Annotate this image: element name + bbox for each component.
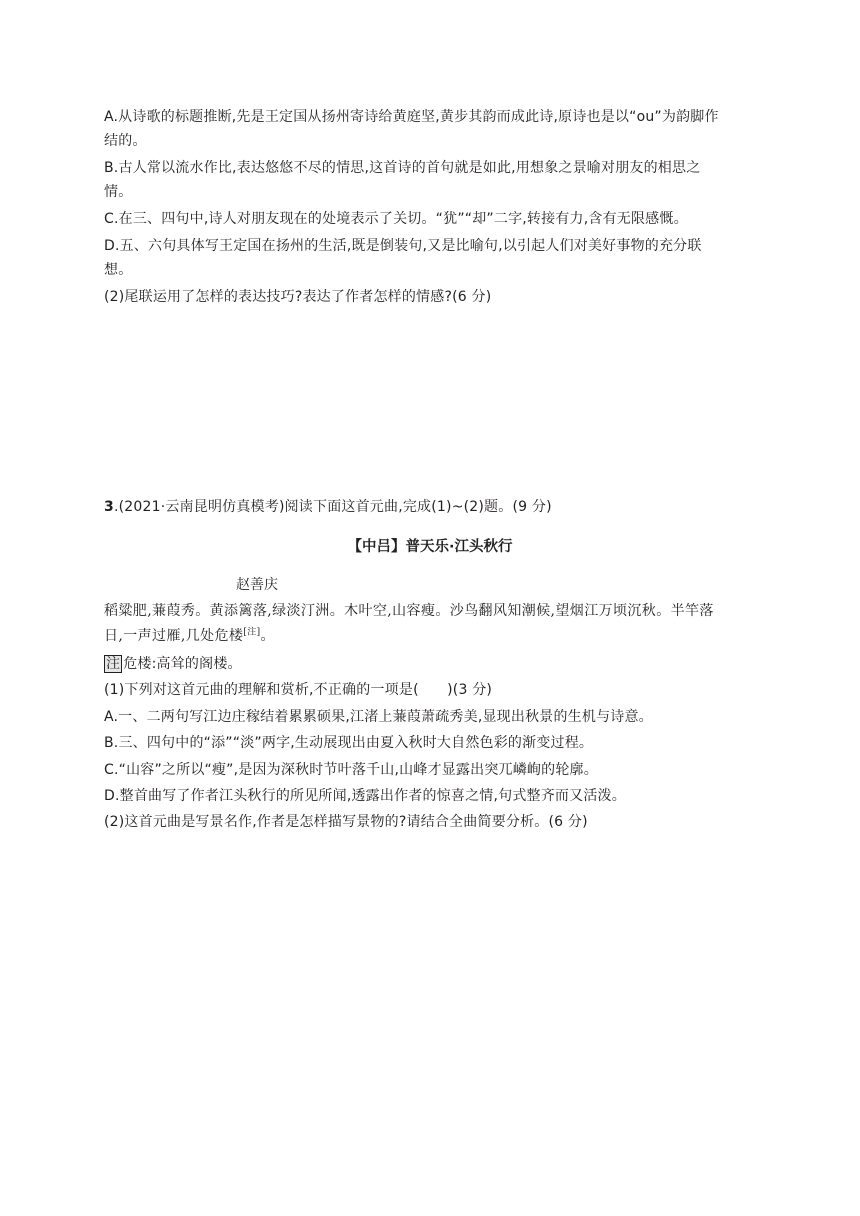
poem-end-period: 。	[260, 628, 275, 644]
q3-option-d: D.整首曲写了作者江头秋行的所见所闻,透露出作者的惊喜之情,句式整齐而又活泼。	[104, 788, 626, 804]
q3-option-b: B.三、四句中的“添”“淡”两字,生动展现出由夏入秋时大自然色彩的渐变过程。	[104, 735, 594, 751]
note-text: 危楼:高耸的阁楼。	[123, 656, 242, 672]
q3-option-c: C.“山容”之所以“瘦”,是因为深秋时节叶落千山,山峰才显露出突兀嶙峋的轮廓。	[104, 762, 598, 778]
q3-subquestion-2-prompt: (2)这首元曲是写景名作,作者是怎样描写景物的?请结合全曲简要分析。(6 分)	[104, 814, 588, 830]
option-d-line-2: 想。	[104, 262, 133, 278]
poem-line-2	[104, 626, 275, 646]
q3-option-a: A.一、二两句写江边庄稼结着累累硕果,江渚上蒹葭萧疏秀美,显现出秋景的生机与诗意。	[104, 709, 653, 725]
option-a-line-2: 结的。	[104, 133, 147, 149]
subquestion-2-prompt: (2)尾联运用了怎样的表达技巧?表达了作者怎样的情感?(6 分)	[104, 289, 492, 305]
option-d-line-1: D.五、六句具体写王定国在扬州的生活,既是倒装句,又是比喻句,以引起人们对美好事物的充分联	[104, 238, 702, 254]
poem-line-1: 稻粱肥,蒹葭秀。黄添篱落,绿淡汀洲。木叶空,山容瘦。沙鸟翻风知潮候,望烟江万顷沉秋。半竿落	[104, 603, 714, 619]
poem-author: 赵善庆	[236, 577, 278, 593]
option-a-line-1: A.从诗歌的标题推断,先是王定国从扬州寄诗给黄庭坚,黄步其韵而成此诗,原诗也是以“ou”为韵脚作	[104, 109, 719, 125]
option-b-line-1: B.古人常以流水作比,表达悠悠不尽的情思,这首诗的首句就是如此,用想象之景喻对朋友的相思之	[104, 160, 701, 176]
poem-note	[104, 654, 242, 674]
question-number: 3	[104, 499, 114, 515]
option-b-line-2: 情。	[104, 184, 133, 200]
poem-title: 【中吕】普天乐·江头秋行	[347, 539, 513, 555]
poem-line-2-text: 日,一声过雁,几处危楼	[104, 628, 244, 644]
question-3-header	[104, 497, 552, 517]
subquestion-1-prompt: (1)下列对这首元曲的理解和赏析,不正确的一项是( )(3 分)	[104, 682, 493, 698]
option-c-line-1: C.在三、四句中,诗人对朋友现在的处境表示了关切。“犹”“却”二字,转接有力,含有无限感慨。	[104, 211, 688, 227]
question-prompt: 阅读下面这首元曲,完成(1)~(2)题。(9 分)	[284, 499, 552, 515]
note-label-box: 注	[106, 656, 121, 672]
question-source: .(2021·云南昆明仿真模考)	[113, 499, 285, 515]
footnote-marker: [注]	[243, 627, 261, 638]
